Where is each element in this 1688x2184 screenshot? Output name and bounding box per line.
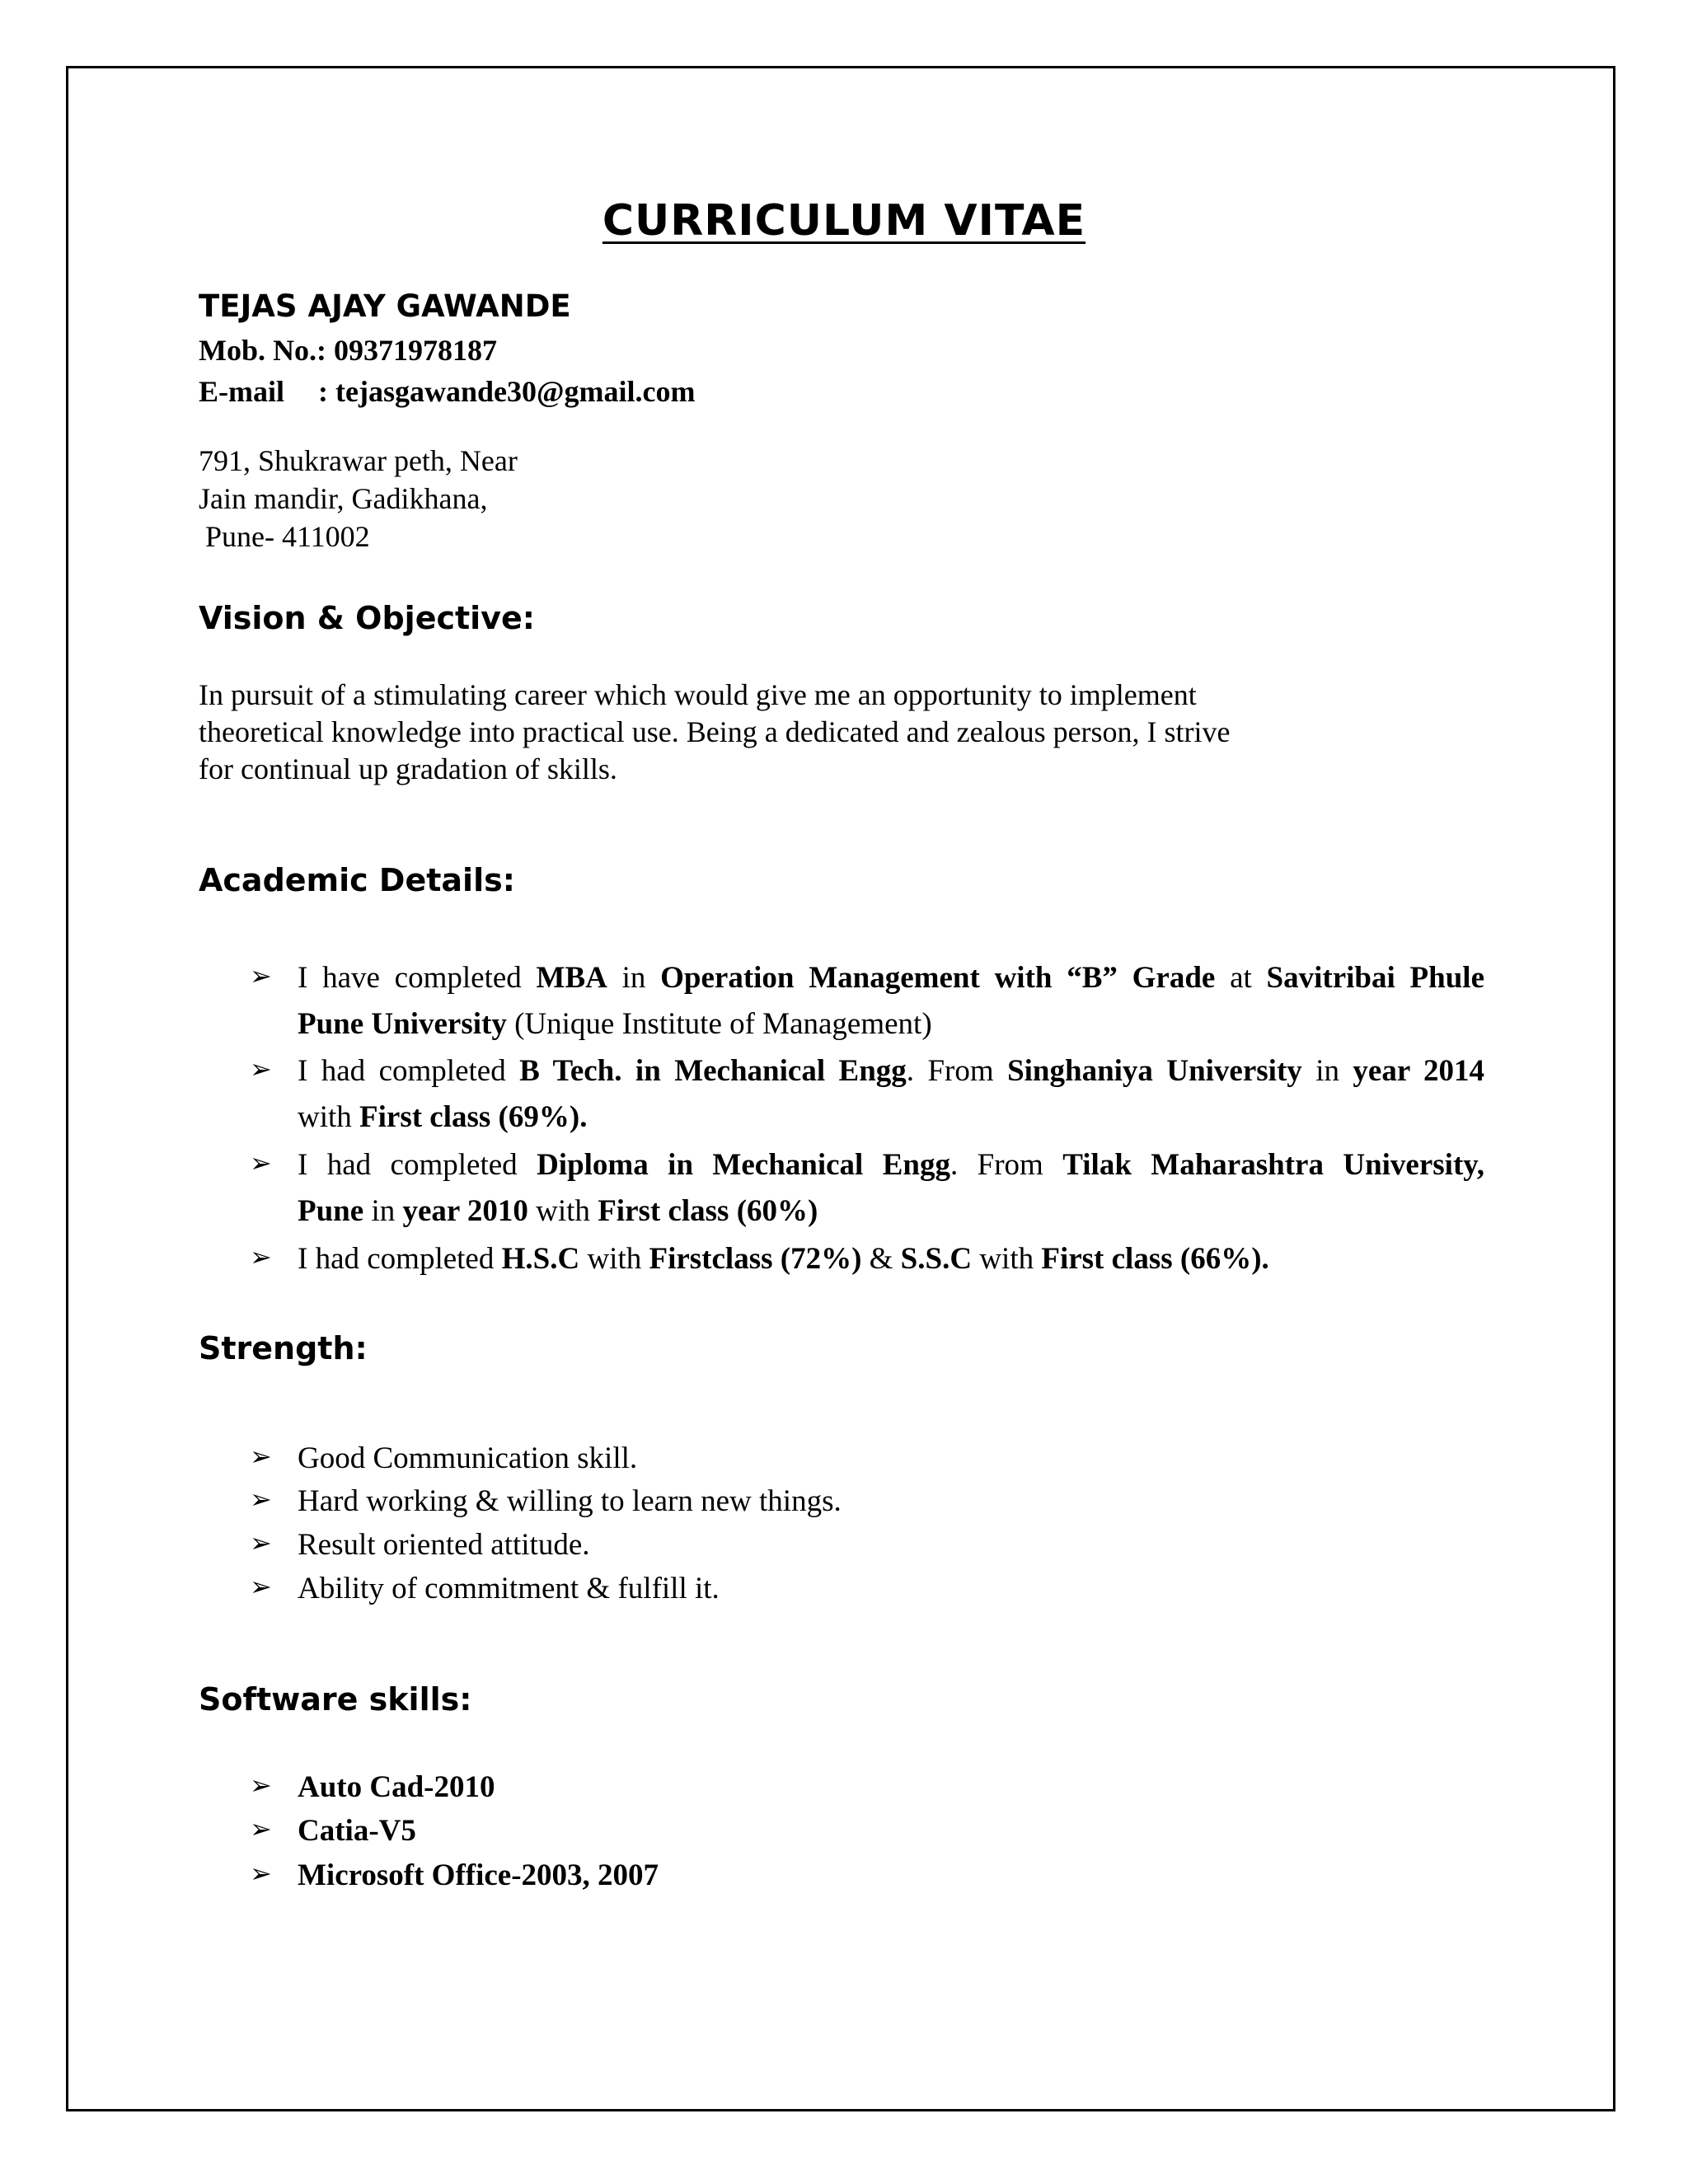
vision-line-1: In pursuit of a stimulating career which would give me an opportunity to implement	[199, 678, 1197, 711]
arrowhead-bullet-icon: ➢	[250, 1813, 272, 1844]
vision-line-3: for continual up gradation of skills.	[199, 752, 617, 785]
arrowhead-bullet-icon: ➢	[250, 1441, 272, 1472]
email-address: tejasgawande30@gmail.com	[335, 375, 696, 408]
vision-line-2: theoretical knowledge into practical use. Being a dedicated and zealous person, I strive	[199, 715, 1231, 748]
address-line-2: Jain mandir, Gadikhana,	[199, 482, 488, 515]
email-label: E-mail	[199, 375, 284, 408]
software-heading: Software skills:	[199, 1681, 472, 1718]
vision-heading: Vision & Objective:	[199, 600, 535, 636]
academic-item-btech-line-2: with First class (69%).	[298, 1100, 588, 1134]
email-line	[199, 374, 695, 409]
email-separator: :	[318, 375, 328, 408]
mobile-number: 09371978187	[334, 334, 497, 367]
mobile-line	[199, 333, 497, 368]
candidate-name: TEJAS AJAY GAWANDE	[199, 288, 571, 324]
academic-item-btech-line-1: I had completed B Tech. in Mechanical Engg. From Singhaniya University in year 2014	[298, 1054, 1485, 1088]
address-line-3: Pune- 411002	[205, 520, 370, 553]
arrowhead-bullet-icon: ➢	[250, 1241, 272, 1272]
document-title: CURRICULUM VITAE	[602, 196, 1086, 246]
arrowhead-bullet-icon: ➢	[250, 1483, 272, 1515]
strength-heading: Strength:	[199, 1330, 368, 1366]
academic-item-mba-line-1: I have completed MBA in Operation Management with “B” Grade at Savitribai Phule	[298, 961, 1484, 995]
arrowhead-bullet-icon: ➢	[250, 1527, 272, 1558]
arrowhead-bullet-icon: ➢	[250, 1053, 272, 1085]
academic-item-diploma-line-1: I had completed Diploma in Mechanical Engg. From Tilak Maharashtra University,	[298, 1148, 1484, 1182]
mobile-label: Mob. No.:	[199, 334, 326, 367]
academic-item-diploma-line-2: Pune in year 2010 with First class (60%)	[298, 1194, 818, 1228]
arrowhead-bullet-icon: ➢	[250, 1858, 272, 1889]
arrowhead-bullet-icon: ➢	[250, 1571, 272, 1602]
arrowhead-bullet-icon: ➢	[250, 960, 272, 991]
academic-heading: Academic Details:	[199, 862, 515, 898]
arrowhead-bullet-icon: ➢	[250, 1769, 272, 1801]
arrowhead-bullet-icon: ➢	[250, 1147, 272, 1179]
academic-item-hsc-ssc-line-1: I had completed H.S.C with Firstclass (72%) & S.S.C with First class (66%).	[298, 1242, 1269, 1276]
address-line-1: 791, Shukrawar peth, Near	[199, 444, 518, 477]
academic-item-mba-line-2: Pune University (Unique Institute of Management)	[298, 1007, 932, 1041]
